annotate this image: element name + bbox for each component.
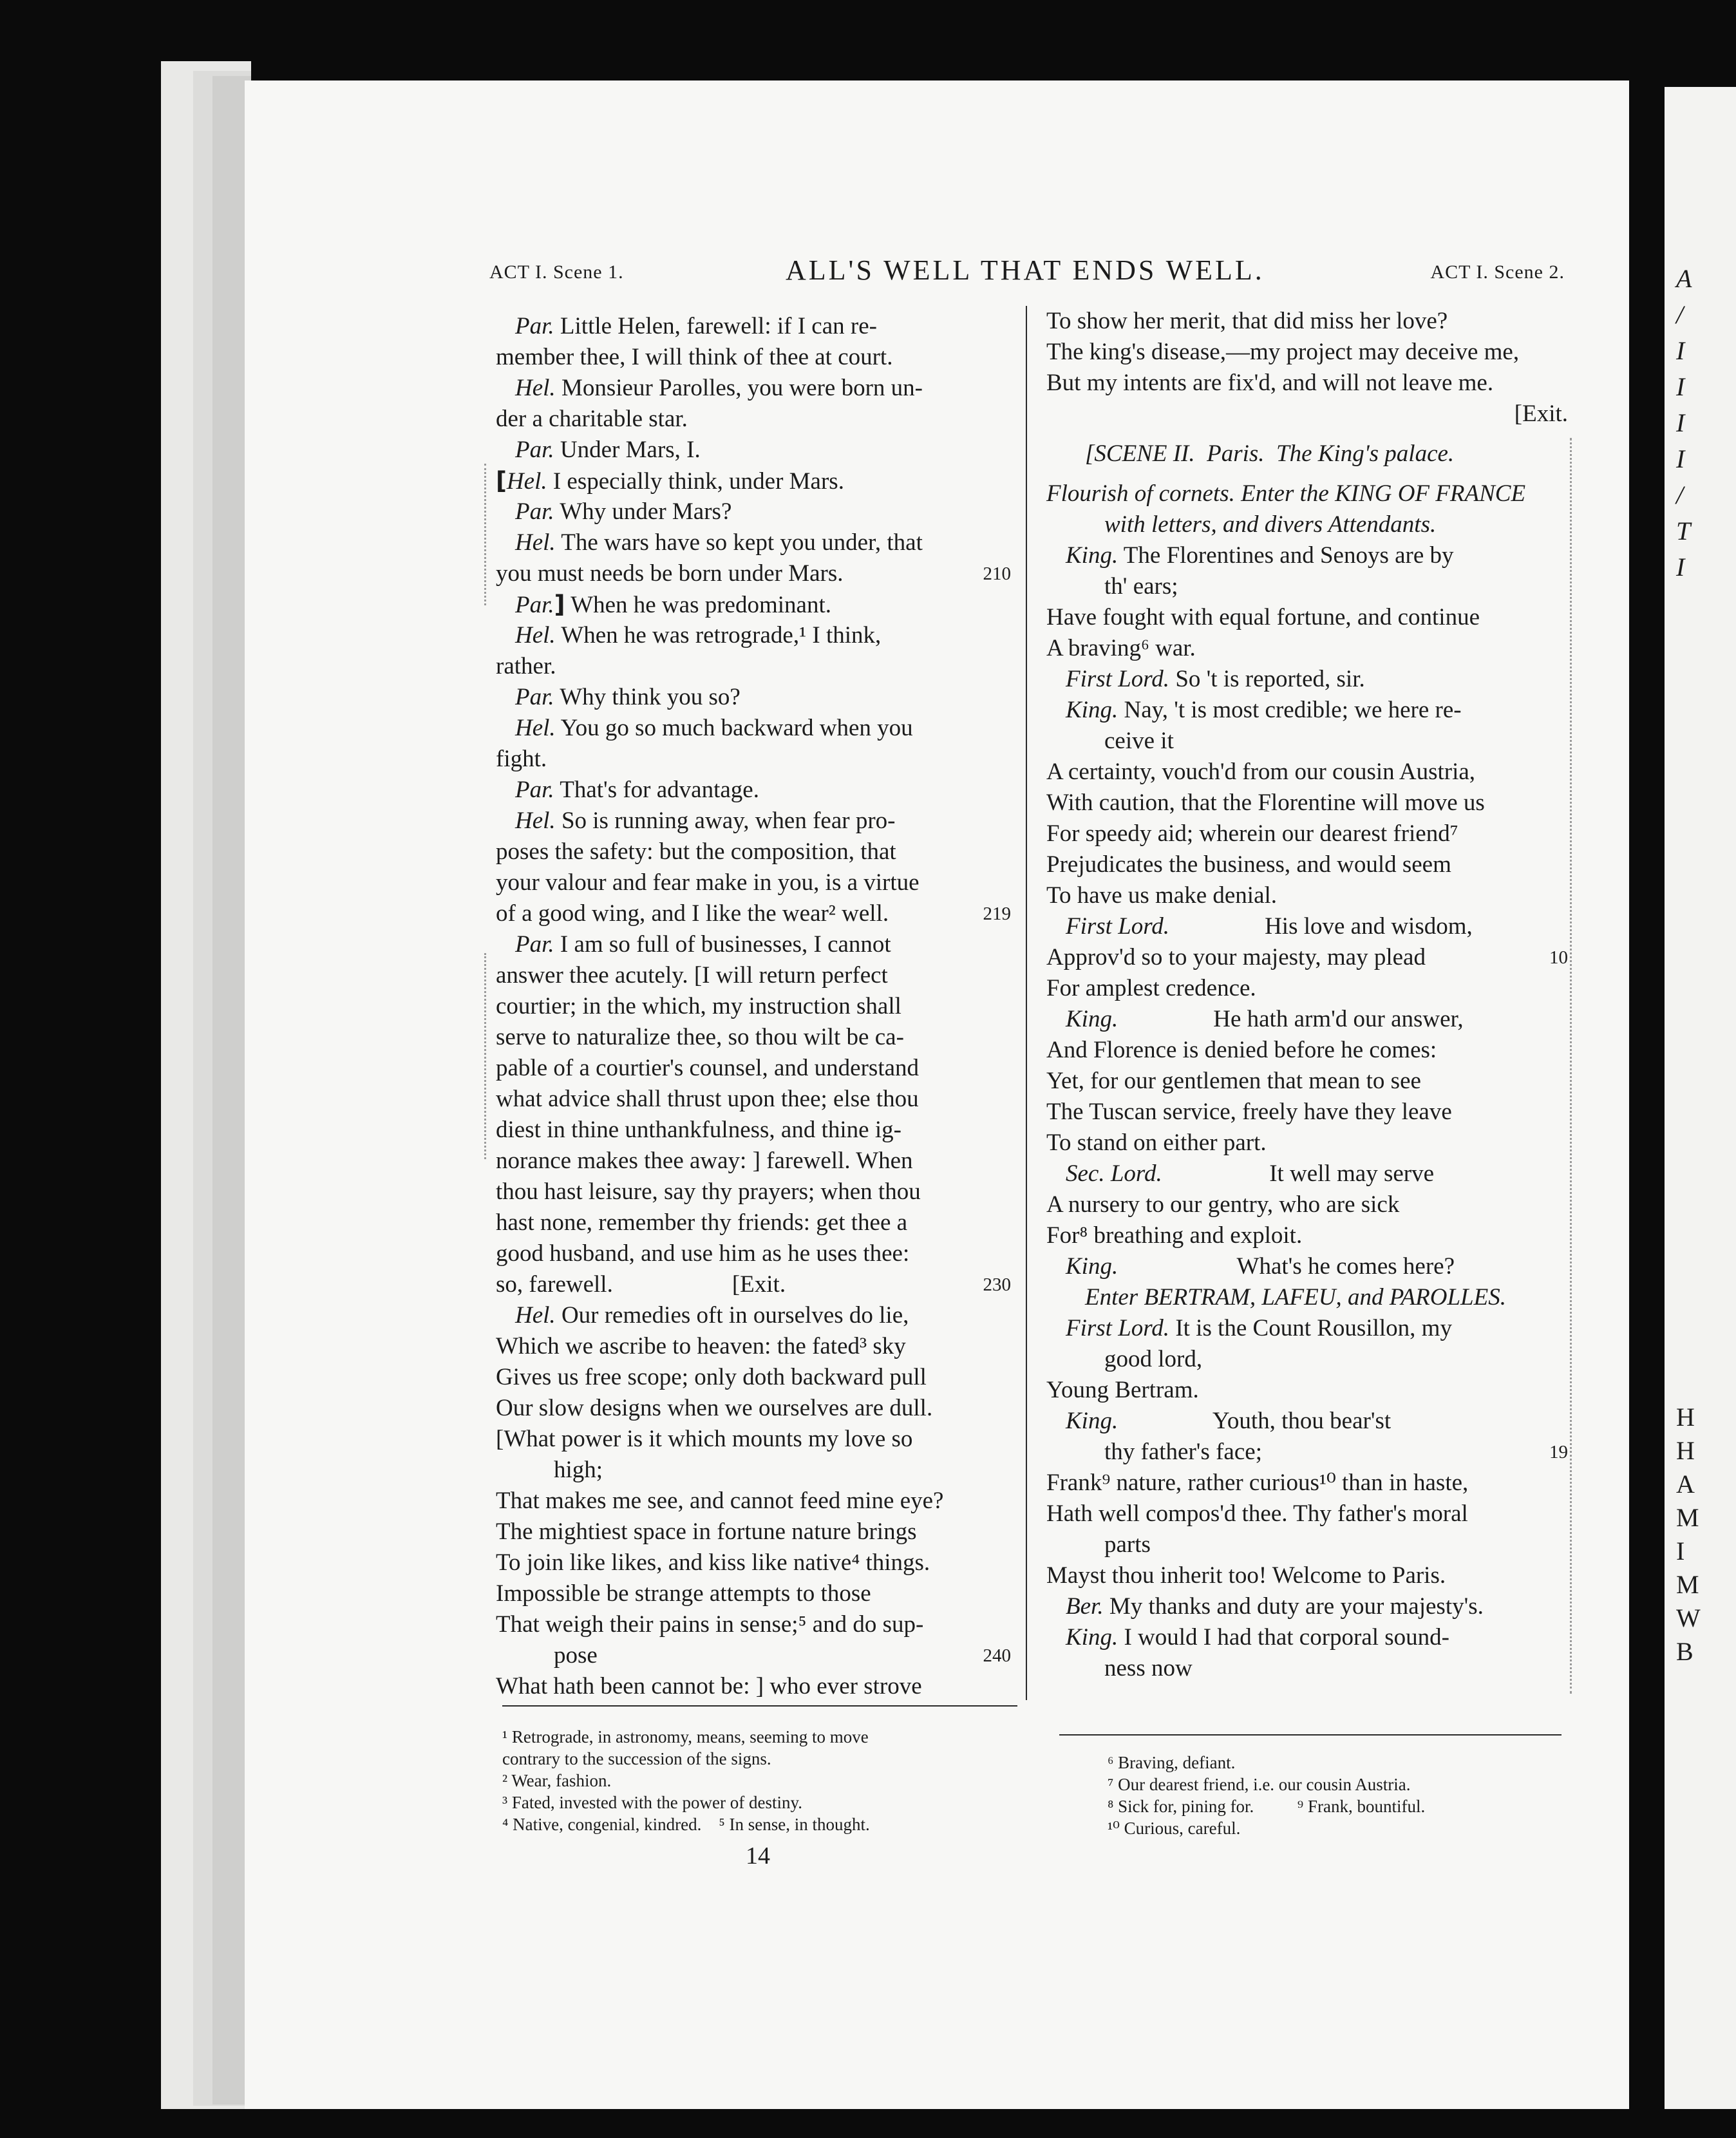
left-column-line: [496, 929, 1011, 960]
verse-text: [SCENE II. Paris. The King's palace.: [1085, 440, 1455, 467]
left-column-line: [496, 867, 1011, 898]
right-column-line: [1046, 757, 1568, 788]
right-column-line: [1046, 1560, 1568, 1591]
verse-text: Flourish of cornets. Enter the KING OF FRANCE: [1046, 480, 1526, 507]
left-column-line: [496, 404, 1011, 435]
verse-text: diest in thine unthankfulness, and thine ig-: [496, 1117, 901, 1143]
left-column-line: [496, 991, 1011, 1022]
running-head-right: ACT I. Scene 2.: [1430, 261, 1565, 283]
verse-text: your valour and fear make in you, is a virtue: [496, 869, 920, 896]
right-column-line: [1046, 1066, 1568, 1097]
facing-page-letter: I: [1676, 372, 1685, 401]
right-column-line: [1046, 880, 1568, 911]
verse-text: Mayst thou inherit too! Welcome to Paris.: [1046, 1562, 1446, 1589]
speaker-name: King.: [1066, 697, 1118, 723]
verse-text: The Tuscan service, freely have they leave: [1046, 1099, 1452, 1125]
left-column-line: [496, 1146, 1011, 1177]
right-column-line: [1046, 1437, 1568, 1468]
right-column-line: [1046, 571, 1568, 602]
left-column-line: [496, 1671, 1011, 1702]
speaker-name: Par.: [515, 592, 554, 618]
right-column-line: [1046, 942, 1568, 973]
facing-page-letter: I: [1676, 444, 1685, 473]
right-column-line: [1046, 509, 1568, 540]
verse-text: I especially think, under Mars.: [547, 468, 844, 495]
verse-text: To join like likes, and kiss like native⁴ things.: [496, 1549, 930, 1576]
footnotes-right: [1108, 1752, 1571, 1839]
speaker-name: King.: [1066, 1006, 1118, 1032]
speaker-name: Ber.: [1066, 1593, 1104, 1620]
right-column-line: [1046, 1622, 1568, 1653]
left-column-line: [496, 1362, 1011, 1393]
facing-page-letter: I: [1676, 408, 1685, 437]
verse-text: Little Helen, farewell: if I can re-: [554, 313, 877, 339]
verse-text: When he was retrograde,¹ I think,: [555, 622, 882, 648]
right-column-line: [1046, 818, 1568, 849]
right-column-line: [1046, 1313, 1568, 1344]
verse-text: you must needs be born under Mars.: [496, 560, 844, 587]
facing-page-letter: H: [1676, 1403, 1695, 1432]
verse-text: hast none, remember thy friends: get thee a: [496, 1209, 908, 1236]
speaker-name: Par.: [515, 437, 554, 463]
line-number: 10: [1549, 947, 1568, 968]
verse-text: The king's disease,—my project may deceive me,: [1046, 339, 1520, 365]
left-column-line: [496, 1053, 1011, 1084]
left-column-line: [496, 558, 1011, 589]
verse-text: th' ears;: [1104, 573, 1178, 600]
left-column-line: [496, 373, 1011, 404]
left-column-line: [496, 1238, 1011, 1269]
verse-text: Why under Mars?: [554, 498, 732, 525]
right-column-line: [1046, 306, 1568, 337]
facing-page-letter: I: [1676, 553, 1685, 582]
verse-text: norance makes thee away: ] farewell. When: [496, 1148, 913, 1174]
facing-page-letter: I: [1676, 336, 1685, 365]
page-number: 14: [746, 1842, 770, 1869]
left-column-line: [496, 1207, 1011, 1238]
verse-text: serve to naturalize thee, so thou wilt be ca-: [496, 1024, 904, 1050]
right-column-line: [1046, 1220, 1568, 1251]
running-head: [489, 254, 1565, 290]
verse-text: Our slow designs when we ourselves are dull.: [496, 1395, 933, 1421]
verse-text: A certainty, vouch'd from our cousin Austria,: [1046, 759, 1476, 785]
facing-page-edge: [1665, 87, 1736, 2109]
left-column-line: [496, 1517, 1011, 1547]
verse-text: So is running away, when fear pro-: [555, 808, 896, 834]
right-column-line: [1046, 788, 1568, 818]
verse-text: You go so much backward when you: [555, 715, 913, 741]
verse-text: What hath been cannot be: ] who ever strove: [496, 1673, 922, 1699]
verse-text: parts: [1104, 1531, 1151, 1558]
speaker-name: Hel.: [515, 715, 556, 741]
verse-text: I am so full of businesses, I cannot: [554, 931, 891, 958]
margin-mark: [484, 953, 491, 1159]
verse-text: Hath well compos'd thee. Thy father's moral: [1046, 1500, 1468, 1527]
verse-text: My thanks and duty are your majesty's.: [1103, 1593, 1484, 1620]
verse-text: When he was predominant.: [565, 592, 831, 618]
footnote: ⁴ Native, congenial, kindred. ⁵ In sense, in thought.: [502, 1815, 870, 1834]
verse-text: That weigh their pains in sense;⁵ and do sup-: [496, 1611, 924, 1638]
verse-text: So 't is reported, sir.: [1169, 666, 1365, 692]
right-column-line: [1046, 1468, 1568, 1499]
verse-text: But my intents are fix'd, and will not leave me.: [1046, 370, 1494, 396]
speaker-name: Hel.: [506, 468, 547, 495]
facing-page-letter: /: [1676, 300, 1684, 329]
right-column-line: [1046, 602, 1568, 633]
right-column-line: [1046, 1375, 1568, 1406]
right-column-line: [1046, 726, 1568, 757]
speaker-name: Par.: [515, 498, 554, 525]
verse-text: rather.: [496, 653, 556, 679]
verse-text: What's he comes here?: [1118, 1253, 1455, 1280]
verse-text: That's for advantage.: [554, 777, 759, 803]
left-column-line: [496, 527, 1011, 558]
verse-text: [Exit.: [1514, 401, 1568, 427]
left-column-line: [496, 589, 1011, 620]
facing-page-letter: B: [1676, 1637, 1694, 1666]
right-column-line: [1046, 337, 1568, 368]
line-number: 210: [983, 563, 1011, 584]
left-column-line: [496, 837, 1011, 867]
verse-text: high;: [554, 1457, 603, 1483]
speaker-name: Par.: [515, 777, 554, 803]
verse-text: A braving⁶ war.: [1046, 635, 1196, 661]
speaker-name: First Lord.: [1066, 666, 1170, 692]
verse-text: The mightiest space in fortune nature brings: [496, 1518, 917, 1545]
right-column-line: [1046, 1004, 1568, 1035]
speaker-name: Hel.: [515, 1302, 556, 1329]
left-column-line: [496, 1022, 1011, 1053]
right-column-line: [1046, 695, 1568, 726]
verse-text: His love and wisdom,: [1169, 913, 1473, 940]
verse-text: Our remedies oft in ourselves do lie,: [555, 1302, 909, 1329]
right-text-column: [1046, 306, 1568, 1684]
left-column-line: [496, 713, 1011, 744]
speaker-name: King.: [1066, 1253, 1118, 1280]
right-column-line: [1046, 1035, 1568, 1066]
facing-page-letter: M: [1676, 1503, 1699, 1532]
facing-page-letter: H: [1676, 1436, 1695, 1465]
right-column-line: [1046, 664, 1568, 695]
footnote: ⁶ Braving, defiant.: [1108, 1753, 1236, 1772]
verse-text: Enter BERTRAM, LAFEU, and PAROLLES.: [1085, 1284, 1506, 1310]
bracket-mark: ]: [554, 591, 565, 618]
right-column-line: [1046, 1282, 1568, 1313]
speaker-name: First Lord.: [1066, 913, 1170, 940]
running-head-title: ALL'S WELL THAT ENDS WELL.: [786, 254, 1265, 286]
right-column-line: [1046, 540, 1568, 571]
verse-text: Youth, thou bear'st: [1118, 1408, 1392, 1434]
left-column-line: [496, 1609, 1011, 1640]
left-text-column: [496, 311, 1011, 1702]
speaker-name: Par.: [515, 931, 554, 958]
footnote: ⁸ Sick for, pining for. ⁹ Frank, bountiful.: [1108, 1797, 1426, 1816]
facing-page-letter: I: [1676, 1537, 1685, 1566]
facing-page-letter: A: [1676, 264, 1692, 293]
left-column-line: [496, 1486, 1011, 1517]
speaker-name: Hel.: [515, 808, 556, 834]
left-column-line: [496, 775, 1011, 806]
verse-text: so, farewell. [Exit.: [496, 1271, 786, 1298]
verse-text: A nursery to our gentry, who are sick: [1046, 1191, 1400, 1218]
verse-text: Monsieur Parolles, you were born un-: [555, 375, 923, 401]
left-column-line: [496, 1084, 1011, 1115]
right-column-line: [1046, 1406, 1568, 1437]
right-column-line: [1046, 439, 1568, 469]
left-column-line: [496, 744, 1011, 775]
right-column-line: [1046, 849, 1568, 880]
verse-text: Yet, for our gentlemen that mean to see: [1046, 1068, 1421, 1094]
left-column-line: [496, 311, 1011, 342]
verse-text: thou hast leisure, say thy prayers; when thou: [496, 1178, 921, 1205]
verse-text: For⁸ breathing and exploit.: [1046, 1222, 1303, 1249]
left-column-line: [496, 497, 1011, 527]
running-head-left: ACT I. Scene 1.: [489, 261, 624, 283]
right-column-line: [1046, 1344, 1568, 1375]
left-column-line: [496, 682, 1011, 713]
left-column-line: [496, 435, 1011, 466]
verse-text: good husband, and use him as he uses thee:: [496, 1240, 910, 1267]
verse-text: der a charitable star.: [496, 406, 688, 432]
verse-text: of a good wing, and I like the wear² well.: [496, 900, 889, 927]
right-column-line: [1046, 1529, 1568, 1560]
right-column-line: [1046, 478, 1568, 509]
right-column-line: [1046, 399, 1568, 430]
verse-text: Nay, 't is most credible; we here re-: [1118, 697, 1462, 723]
left-column-line: [496, 1331, 1011, 1362]
right-column-line: [1046, 1128, 1568, 1159]
verse-text: To have us make denial.: [1046, 882, 1278, 909]
footnote-rule-right: [1059, 1734, 1561, 1736]
right-column-line: [1046, 1653, 1568, 1684]
verse-text: To show her merit, that did miss her love?: [1046, 308, 1448, 334]
right-column-line: [1046, 973, 1568, 1004]
speaker-name: Par.: [515, 313, 554, 339]
left-column-line: [496, 960, 1011, 991]
facing-page-letters-bottom: [1676, 1401, 1701, 1669]
footnote: ¹⁰ Curious, careful.: [1108, 1819, 1241, 1838]
left-column-line: [496, 620, 1011, 651]
left-column-line: [496, 1115, 1011, 1146]
verse-text: pable of a courtier's counsel, and understand: [496, 1055, 920, 1081]
verse-text: good lord,: [1104, 1346, 1203, 1372]
right-column-line: [1046, 1591, 1568, 1622]
margin-mark: [484, 464, 491, 605]
left-column-line: [496, 1578, 1011, 1609]
speaker-name: First Lord.: [1066, 1315, 1170, 1341]
left-column-line: [496, 1177, 1011, 1207]
footnote: contrary to the succession of the signs.: [502, 1749, 771, 1768]
column-divider: [1026, 306, 1027, 1700]
line-number: 230: [983, 1274, 1011, 1295]
left-column-line: [496, 1300, 1011, 1331]
verse-text: The Florentines and Senoys are by: [1118, 542, 1454, 569]
verse-text: with letters, and divers Attendants.: [1104, 511, 1437, 538]
verse-text: For amplest credence.: [1046, 975, 1256, 1001]
footnote-rule-left: [502, 1705, 1017, 1707]
verse-text: answer thee acutely. [I will return perfect: [496, 962, 888, 989]
verse-text: With caution, that the Florentine will move us: [1046, 790, 1485, 816]
verse-text: And Florence is denied before he comes:: [1046, 1037, 1437, 1063]
facing-page-letter: /: [1676, 480, 1684, 509]
speaker-name: Hel.: [515, 622, 556, 648]
verse-text: It is the Count Rousillon, my: [1169, 1315, 1452, 1341]
facing-page-letter: A: [1676, 1470, 1695, 1499]
verse-text: It well may serve: [1162, 1160, 1435, 1187]
verse-text: courtier; in the which, my instruction shall: [496, 993, 901, 1019]
facing-page-letter: W: [1676, 1603, 1701, 1632]
verse-text: Which we ascribe to heaven: the fated³ sky: [496, 1333, 906, 1359]
left-column-line: [496, 898, 1011, 929]
verse-text: Have fought with equal fortune, and continue: [1046, 604, 1480, 630]
left-column-line: [496, 1640, 1011, 1671]
margin-mark: [1570, 438, 1577, 1694]
left-column-line: [496, 1269, 1011, 1300]
verse-text: That makes me see, and cannot feed mine eye?: [496, 1488, 944, 1514]
speaker-name: Hel.: [515, 529, 556, 556]
right-column-line: [1046, 1251, 1568, 1282]
speaker-name: King.: [1066, 1624, 1118, 1651]
facing-page-letters-top: [1676, 261, 1692, 585]
footnote: ³ Fated, invested with the power of destiny.: [502, 1793, 803, 1812]
verse-text: For speedy aid; wherein our dearest friend⁷: [1046, 820, 1458, 847]
facing-page-letter: M: [1676, 1570, 1699, 1599]
left-column-line: [496, 1455, 1011, 1486]
verse-text: Young Bertram.: [1046, 1377, 1199, 1403]
speaker-name: Par.: [515, 684, 554, 710]
verse-text: Impossible be strange attempts to those: [496, 1580, 871, 1607]
verse-text: He hath arm'd our answer,: [1118, 1006, 1464, 1032]
speaker-name: Hel.: [515, 375, 556, 401]
left-column-line: [496, 651, 1011, 682]
left-column-line: [496, 806, 1011, 837]
bracket-mark: [: [496, 467, 507, 495]
verse-text: Approv'd so to your majesty, may plead: [1046, 944, 1426, 970]
footnote: ⁷ Our dearest friend, i.e. our cousin Austria.: [1108, 1775, 1411, 1794]
left-column-line: [496, 1547, 1011, 1578]
verse-text: The wars have so kept you under, that: [555, 529, 923, 556]
verse-text: fight.: [496, 746, 547, 772]
verse-text: poses the safety: but the composition, that: [496, 838, 896, 865]
verse-text: thy father's face;: [1104, 1439, 1262, 1465]
verse-text: [What power is it which mounts my love so: [496, 1426, 913, 1452]
left-column-line: [496, 342, 1011, 373]
verse-text: Why think you so?: [554, 684, 741, 710]
footnote: ² Wear, fashion.: [502, 1771, 612, 1790]
right-column-line: [1046, 1499, 1568, 1529]
verse-text: member thee, I will think of thee at court.: [496, 344, 893, 370]
left-column-line: [496, 466, 1011, 497]
verse-text: pose: [554, 1642, 598, 1669]
verse-text: Gives us free scope; only doth backward pull: [496, 1364, 927, 1390]
verse-text: To stand on either part.: [1046, 1130, 1267, 1156]
verse-text: ness now: [1104, 1655, 1193, 1681]
verse-text: Prejudicates the business, and would seem: [1046, 851, 1451, 878]
speaker-name: King.: [1066, 1408, 1118, 1434]
line-number: 219: [983, 903, 1011, 924]
footnotes-left: [502, 1726, 1017, 1835]
right-column-line: [1046, 633, 1568, 664]
verse-text: Frank⁹ nature, rather curious¹⁰ than in haste,: [1046, 1470, 1469, 1496]
right-column-line: [1046, 911, 1568, 942]
footnote: ¹ Retrograde, in astronomy, means, seeming to move: [502, 1727, 869, 1746]
speaker-name: Sec. Lord.: [1066, 1160, 1162, 1187]
verse-text: Under Mars, I.: [554, 437, 701, 463]
facing-page-letter: T: [1676, 516, 1691, 545]
right-column-line: [1046, 1189, 1568, 1220]
right-column-line: [1046, 1159, 1568, 1189]
verse-text: what advice shall thrust upon thee; else thou: [496, 1086, 919, 1112]
left-column-line: [496, 1393, 1011, 1424]
right-column-line: [1046, 1097, 1568, 1128]
verse-text: ceive it: [1104, 728, 1174, 754]
line-number: 19: [1549, 1442, 1568, 1462]
right-column-line: [1046, 368, 1568, 399]
left-column-line: [496, 1424, 1011, 1455]
verse-text: I would I had that corporal sound-: [1118, 1624, 1450, 1651]
speaker-name: King.: [1066, 542, 1118, 569]
line-number: 240: [983, 1645, 1011, 1666]
